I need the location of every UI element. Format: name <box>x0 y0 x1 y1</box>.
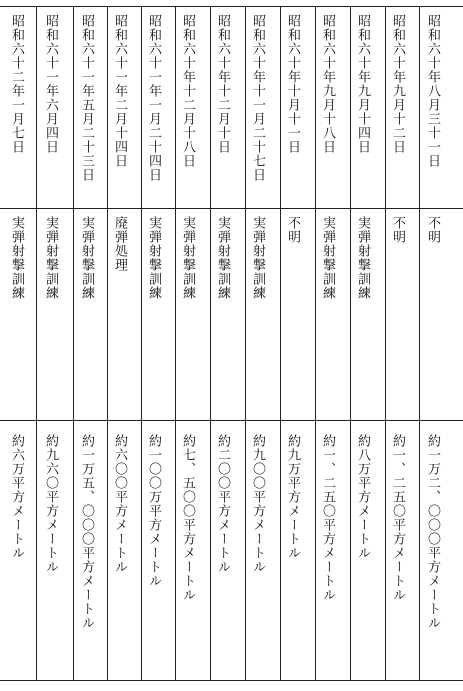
record-type: 実弾射撃訓練 <box>79 216 94 300</box>
record-area: 約一〇〇万平方メートル <box>146 434 161 588</box>
record-type: 不明 <box>390 216 405 244</box>
record-date: 昭和六十年九月十二日 <box>390 14 405 154</box>
record-type: 不明 <box>425 216 440 244</box>
record-date: 昭和六十一年二月十四日 <box>112 14 127 168</box>
column-separator <box>280 6 281 680</box>
record-date: 昭和六十年十二月十八日 <box>180 14 195 168</box>
column-separator <box>385 6 386 680</box>
record-date: 昭和六十年九月十四日 <box>355 14 370 154</box>
record-area: 約九六〇平方メートル <box>43 434 58 574</box>
column-separator <box>175 6 176 680</box>
bottom-rule <box>0 680 463 681</box>
record-type: 実弾射撃訓練 <box>43 216 58 300</box>
record-area: 約一万二、〇〇〇平方メートル <box>425 434 440 630</box>
record-type: 実弾射撃訓練 <box>146 216 161 300</box>
record-date: 昭和六十年九月十八日 <box>320 14 335 154</box>
record-type: 実弾射撃訓練 <box>215 216 230 300</box>
record-date: 昭和六十年八月三十一日 <box>425 14 440 168</box>
column-separator <box>141 6 142 680</box>
column-separator <box>210 6 211 680</box>
record-type: 廃弾処理 <box>112 216 127 272</box>
record-date: 昭和六十一年六月四日 <box>43 14 58 154</box>
record-area: 約六万平方メートル <box>9 434 24 560</box>
record-type: 実弾射撃訓練 <box>250 216 265 300</box>
record-date: 昭和六十年十二月十日 <box>215 14 230 154</box>
section-divider-1 <box>0 208 463 209</box>
record-date: 昭和六十一年一月二十四日 <box>146 14 161 182</box>
record-type: 実弾射撃訓練 <box>180 216 195 300</box>
record-type: 実弾射撃訓練 <box>320 216 335 300</box>
record-type: 実弾射撃訓練 <box>9 216 24 300</box>
column-separator <box>107 6 108 680</box>
record-type: 実弾射撃訓練 <box>355 216 370 300</box>
column-separator <box>245 6 246 680</box>
top-rule <box>0 6 463 7</box>
record-area: 約八万平方メートル <box>355 434 370 560</box>
column-separator <box>36 6 37 680</box>
record-area: 約九万平方メートル <box>285 434 300 560</box>
record-area: 約二〇〇平方メートル <box>215 434 230 574</box>
record-date: 昭和六十年十一月二十七日 <box>250 14 265 182</box>
record-date: 昭和六十一年五月二十三日 <box>79 14 94 182</box>
column-separator <box>419 6 420 680</box>
record-area: 約九〇〇平方メートル <box>250 434 265 574</box>
column-separator <box>350 6 351 680</box>
column-separator <box>315 6 316 680</box>
record-area: 約七、五〇〇平方メートル <box>180 434 195 602</box>
section-divider-2 <box>0 420 463 421</box>
column-separator <box>73 6 74 680</box>
record-area: 約一、二五〇平方メートル <box>320 434 335 602</box>
record-date: 昭和六十年十月十一日 <box>285 14 300 154</box>
record-date: 昭和六十二年一月七日 <box>9 14 24 154</box>
record-area: 約六〇〇平方メートル <box>112 434 127 574</box>
record-type: 不明 <box>285 216 300 244</box>
record-area: 約一万五、〇〇〇平方メートル <box>79 434 94 630</box>
record-area: 約一、二五〇平方メートル <box>390 434 405 602</box>
